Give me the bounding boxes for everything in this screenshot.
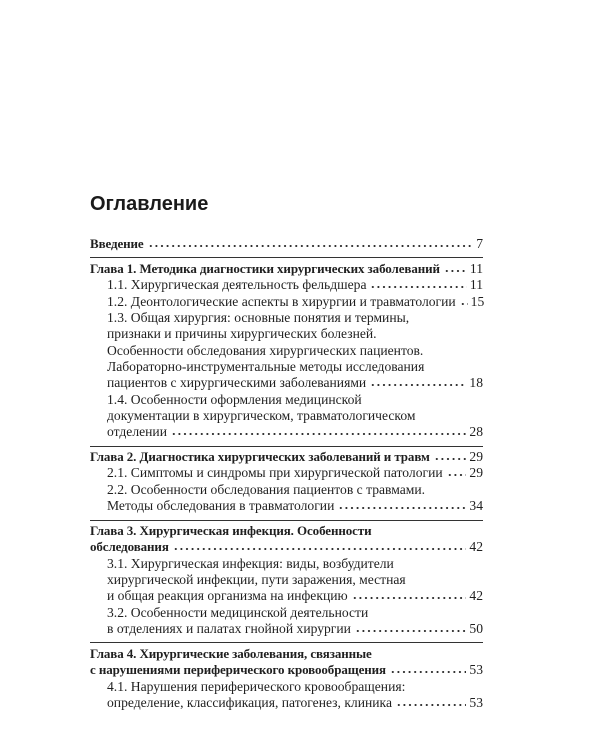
dot-leader [173, 547, 467, 551]
page-number: 42 [469, 539, 483, 555]
toc-line: 2.2. Особенности обследования пациентов с травмами. [107, 481, 426, 497]
toc-line-row [90, 326, 483, 342]
toc-entry-label: Введение [90, 236, 144, 251]
toc-line-row [90, 605, 483, 621]
toc-line: Особенности обследования хирургических пациентов. [107, 342, 424, 358]
dot-leader [444, 269, 467, 273]
dot-leader [171, 432, 466, 436]
toc-line-row [90, 588, 483, 604]
toc-line: и общая реакция организма на инфекцию [107, 588, 348, 604]
toc-line: обследования [90, 539, 169, 555]
toc-line-row [90, 621, 483, 637]
toc-entry-introduction [90, 236, 483, 252]
toc-line: документации в хирургическом, травматологическом [107, 407, 416, 423]
dot-leader [355, 629, 466, 633]
toc-line: Глава 1. Методика диагностики хирургических заболеваний [90, 260, 440, 276]
toc-line-row [90, 662, 483, 678]
page-title: Оглавление [90, 193, 209, 215]
toc-line: 3.1. Хирургическая инфекция: виды, возбудители [107, 555, 394, 571]
toc-line-row [90, 343, 483, 359]
toc-line: 1.2. Деонтологические аспекты в хирургии и травматологии [107, 293, 456, 309]
toc-line-row [90, 572, 483, 588]
dot-leader [390, 670, 466, 674]
dot-leader [396, 703, 466, 707]
section-divider [90, 257, 483, 258]
toc-line-row [90, 482, 483, 498]
toc-line-row [90, 498, 483, 514]
toc-line-row [90, 359, 483, 375]
toc-section-4-1 [90, 679, 483, 712]
page-number: 53 [469, 662, 483, 678]
toc-line: Лабораторно-инструментальные методы исследования [107, 358, 425, 374]
dot-leader [370, 285, 466, 289]
toc-line-row [90, 408, 483, 424]
toc-section-1-3 [90, 310, 483, 392]
toc-line-row [90, 556, 483, 572]
toc-section-3-2 [90, 605, 483, 638]
toc-line: 1.3. Общая хирургия: основные понятия и термины, [107, 309, 410, 325]
toc-line: хирургической инфекции, пути заражения, местная [107, 572, 406, 588]
toc-line: пациентов с хирургическими заболеваниями [107, 375, 367, 391]
toc-line: отделении [107, 424, 167, 440]
dot-leader [338, 506, 466, 510]
dot-leader [148, 244, 474, 248]
dot-leader [447, 473, 467, 477]
page-number: 34 [469, 498, 483, 514]
page-number: 11 [469, 277, 483, 293]
toc-line: Глава 4. Хирургические заболевания, связанные [90, 645, 372, 661]
section-divider [90, 446, 483, 447]
toc-line: с нарушениями периферического кровообращения [90, 662, 386, 678]
dot-leader [370, 383, 466, 387]
toc-line: Методы обследования в травматологии [107, 498, 335, 514]
toc-line-row [90, 646, 483, 662]
dot-leader [352, 596, 467, 600]
dot-leader [460, 302, 468, 306]
toc-line: признаки и причины хирургических болезней. [107, 326, 377, 342]
page-number: 15 [470, 293, 485, 309]
page-number: 50 [469, 621, 483, 637]
page-number: 7 [476, 236, 483, 251]
page-number: 18 [469, 375, 483, 391]
toc-section-1-2 [90, 294, 483, 310]
toc-line-row [90, 310, 483, 326]
toc-line: в отделениях и палатах гнойной хирургии [107, 621, 351, 637]
toc-section-1-1 [90, 277, 483, 293]
section-divider [90, 642, 483, 643]
page-number: 29 [469, 449, 483, 465]
chapter-4-heading [90, 646, 483, 679]
toc-section-2-2 [90, 482, 483, 515]
page-number: 11 [469, 260, 483, 276]
chapter-3-heading [90, 523, 483, 556]
toc-line-row [90, 424, 483, 440]
page-number: 53 [469, 694, 483, 710]
toc-line-row [90, 695, 483, 711]
toc-line: Глава 2. Диагностика хирургических заболеваний и травм [90, 449, 430, 465]
toc-section-1-4 [90, 392, 483, 441]
chapter-2 [90, 449, 483, 514]
toc-line-row [90, 392, 483, 408]
toc-line: определение, классификация, патогенез, клиника [107, 694, 392, 710]
toc-line-row [90, 523, 483, 539]
chapter-1-heading [90, 261, 483, 277]
toc-line-row [90, 679, 483, 695]
chapter-4 [90, 646, 483, 711]
chapter-1 [90, 261, 483, 441]
toc-section-2-1 [90, 465, 483, 481]
toc-line: 3.2. Особенности медицинской деятельности [107, 604, 369, 620]
chapter-2-heading [90, 449, 483, 465]
page-number: 42 [469, 588, 483, 604]
chapter-3 [90, 523, 483, 637]
toc-line: Глава 3. Хирургическая инфекция. Особенности [90, 523, 372, 538]
page-number: 29 [469, 465, 483, 481]
dot-leader [434, 457, 467, 461]
toc-line-row [90, 539, 483, 555]
toc-line-row [90, 375, 483, 391]
toc-line: 4.1. Нарушения периферического кровообращения: [107, 678, 406, 694]
toc-line: 2.1. Симптомы и синдромы при хирургической патологии [107, 465, 443, 481]
table-of-contents [90, 236, 483, 711]
section-divider [90, 520, 483, 521]
page-number: 28 [469, 424, 483, 440]
toc-line: 1.1. Хирургическая деятельность фельдшера [107, 277, 367, 293]
toc-section-3-1 [90, 556, 483, 605]
toc-line: 1.4. Особенности оформления медицинской [107, 391, 362, 407]
